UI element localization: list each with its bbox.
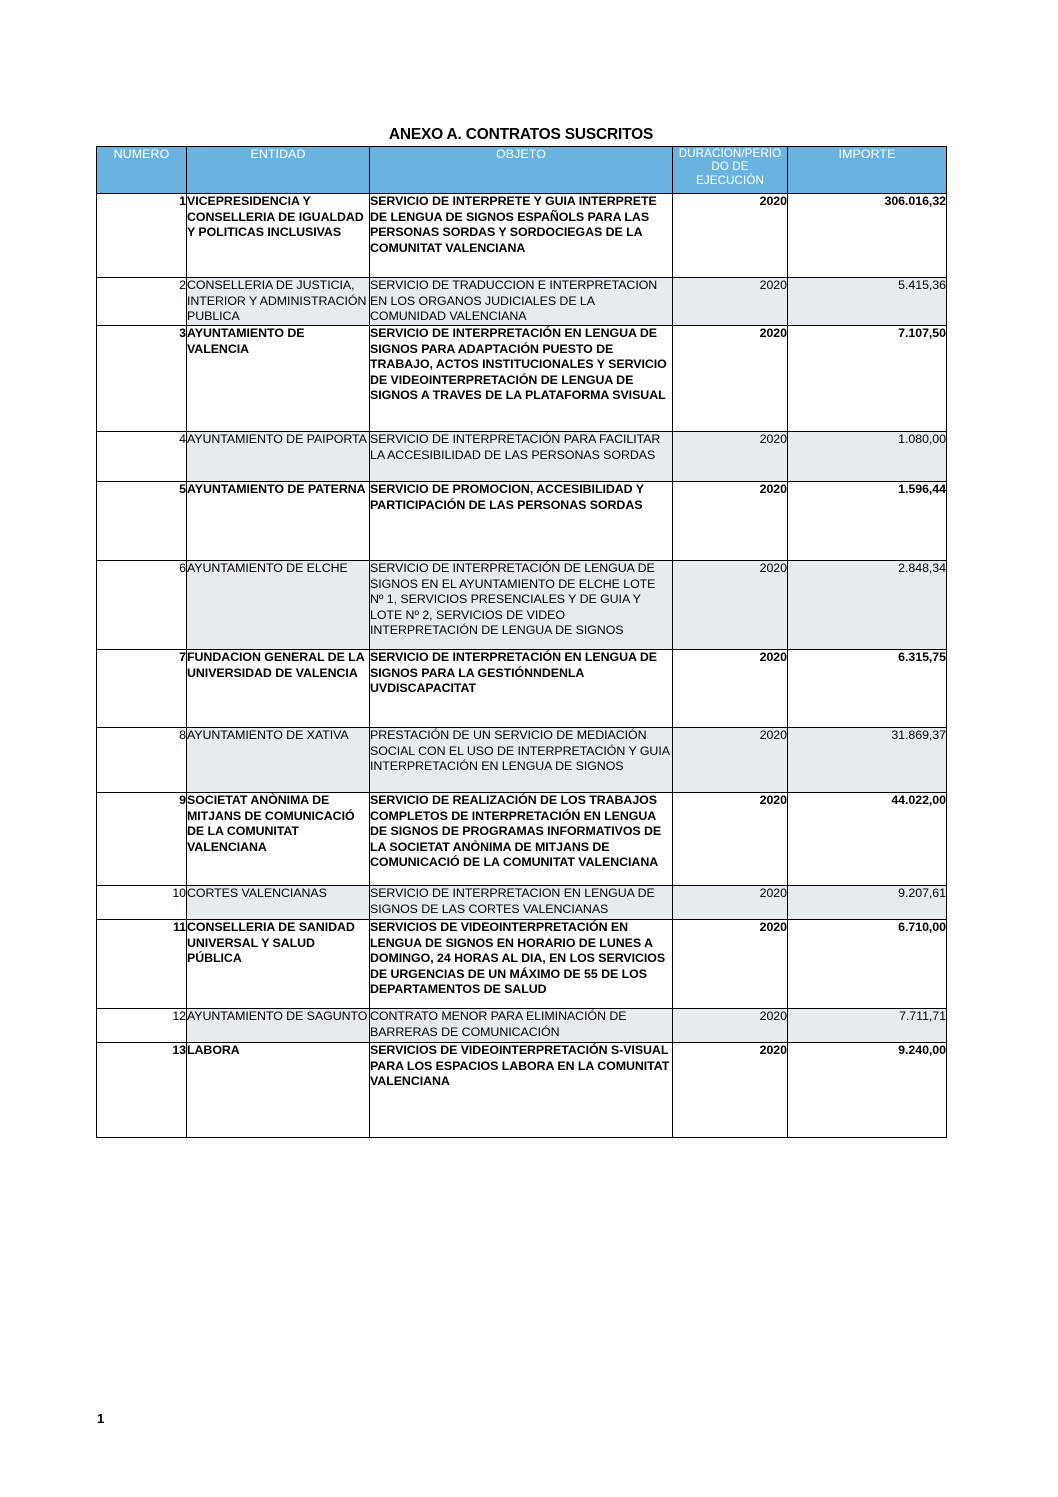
cell-objeto: SERVICIO DE INTERPRETACIÓN EN LENGUA DE SIGNOS PARA LA GESTIÓNNDENLA UVDISCAPACITAT — [370, 650, 673, 728]
duracion-label-line3: EJECUCIÓN — [696, 173, 764, 187]
cell-objeto: SERVICIO DE INTERPRETACION EN LENGUA DE SIGNOS DE LAS CORTES VALENCIANAS — [370, 886, 673, 920]
table-row — [97, 886, 947, 920]
cell-objeto: SERVICIO DE INTERPRETACIÓN DE LENGUA DE SIGNOS EN EL AYUNTAMIENTO DE ELCHE LOTE Nº 1, SERVICIOS PRESENCIALES Y DE GUIA Y LOTE Nº 2, SERVICIOS DE VIDEO INTERPRETACIÓN DE LENGUA DE SIGNOS — [370, 561, 673, 650]
cell-numero: 2 — [97, 278, 187, 326]
cell-duracion: 2020 — [673, 482, 788, 561]
cell-importe: 7.711,71 — [788, 1009, 947, 1043]
cell-duracion: 2020 — [673, 886, 788, 920]
cell-entidad: CONSELLERIA DE JUSTICIA, INTERIOR Y ADMINISTRACIÓN PUBLICA — [187, 278, 370, 326]
cell-objeto: SERVICIO DE INTERPRETACIÓN PARA FACILITAR LA ACCESIBILIDAD DE LAS PERSONAS SORDAS — [370, 432, 673, 482]
cell-duracion: 2020 — [673, 650, 788, 728]
cell-objeto: SERVICIO DE TRADUCCION E INTERPRETACION EN LOS ORGANOS JUDICIALES DE LA COMUNIDAD VALENCIANA — [370, 278, 673, 326]
column-header-entidad: ENTIDAD — [187, 147, 370, 194]
table-row — [97, 561, 947, 650]
cell-objeto: SERVICIOS DE VIDEOINTERPRETACIÓN S-VISUAL PARA LOS ESPACIOS LABORA EN LA COMUNITAT VALENCIANA — [370, 1043, 673, 1138]
duracion-label-line1: DURACION/PERIO — [678, 147, 782, 160]
cell-objeto: PRESTACIÓN DE UN SERVICIO DE MEDIACIÓN SOCIAL CON EL USO DE INTERPRETACIÓN Y GUIA INTERPRETACIÓN EN LENGUA DE SIGNOS — [370, 728, 673, 793]
cell-duracion: 2020 — [673, 561, 788, 650]
cell-numero: 12 — [97, 1009, 187, 1043]
header-row — [97, 147, 947, 194]
cell-importe: 44.022,00 — [788, 793, 947, 886]
cell-entidad: FUNDACION GENERAL DE LA UNIVERSIDAD DE VALENCIA — [187, 650, 370, 728]
page-number: 1 — [97, 1411, 105, 1426]
cell-importe: 2.848,34 — [788, 561, 947, 650]
cell-objeto: CONTRATO MENOR PARA ELIMINACIÓN DE BARRERAS DE COMUNICACIÓN — [370, 1009, 673, 1043]
table-body — [97, 194, 947, 1138]
cell-numero: 9 — [97, 793, 187, 886]
cell-objeto: SERVICIO DE INTERPRETE Y GUIA INTERPRETE DE LENGUA DE SIGNOS ESPAÑOLS PARA LAS PERSONAS SORDAS Y SORDOCIEGAS DE LA COMUNITAT VALENCIANA — [370, 194, 673, 278]
column-header-importe: IMPORTE — [788, 147, 947, 194]
cell-numero: 4 — [97, 432, 187, 482]
cell-numero: 13 — [97, 1043, 187, 1138]
column-header-objeto: OBJETO — [370, 147, 673, 194]
cell-duracion: 2020 — [673, 278, 788, 326]
cell-numero: 11 — [97, 920, 187, 1009]
cell-duracion: 2020 — [673, 920, 788, 1009]
cell-importe: 9.240,00 — [788, 1043, 947, 1138]
cell-entidad: AYUNTAMIENTO DE ELCHE — [187, 561, 370, 650]
cell-duracion: 2020 — [673, 1009, 788, 1043]
table-row — [97, 1009, 947, 1043]
page-title: ANEXO A. CONTRATOS SUSCRITOS — [388, 126, 654, 143]
cell-entidad: VICEPRESIDENCIA Y CONSELLERIA DE IGUALDAD Y POLITICAS INCLUSIVAS — [187, 194, 370, 278]
cell-entidad: AYUNTAMIENTO DE PATERNA — [187, 482, 370, 561]
cell-numero: 5 — [97, 482, 187, 561]
cell-importe: 6.710,00 — [788, 920, 947, 1009]
cell-numero: 7 — [97, 650, 187, 728]
cell-importe: 1.596,44 — [788, 482, 947, 561]
cell-duracion: 2020 — [673, 432, 788, 482]
cell-numero: 6 — [97, 561, 187, 650]
cell-entidad: AYUNTAMIENTO DE VALENCIA — [187, 326, 370, 432]
table-row — [97, 920, 947, 1009]
cell-entidad: CORTES VALENCIANAS — [187, 886, 370, 920]
cell-entidad: LABORA — [187, 1043, 370, 1138]
cell-duracion: 2020 — [673, 728, 788, 793]
column-header-numero: NUMERO — [97, 147, 187, 194]
cell-entidad: AYUNTAMIENTO DE XATIVA — [187, 728, 370, 793]
cell-entidad: CONSELLERIA DE SANIDAD UNIVERSAL Y SALUD PÚBLICA — [187, 920, 370, 1009]
table-header — [97, 147, 947, 194]
cell-importe: 7.107,50 — [788, 326, 947, 432]
cell-importe: 1.080,00 — [788, 432, 947, 482]
cell-objeto: SERVICIO DE INTERPRETACIÓN EN LENGUA DE SIGNOS PARA ADAPTACIÓN PUESTO DE TRABAJO, ACTOS INSTITUCIONALES Y SERVICIO DE VIDEOINTERPRETACIÓN DE LENGUA DE SIGNOS A TRAVES DE LA PLATAFORMA SVISUAL — [370, 326, 673, 432]
cell-objeto: SERVICIOS DE VIDEOINTERPRETACIÓN EN LENGUA DE SIGNOS EN HORARIO DE LUNES A DOMINGO, 24 HORAS AL DIA, EN LOS SERVICIOS DE URGENCIAS DE UN MÁXIMO DE 55 DE LOS DEPARTAMENTOS DE SALUD — [370, 920, 673, 1009]
cell-numero: 1 — [97, 194, 187, 278]
cell-importe: 31.869,37 — [788, 728, 947, 793]
table-row — [97, 793, 947, 886]
cell-entidad: AYUNTAMIENTO DE SAGUNTO — [187, 1009, 370, 1043]
table-row — [97, 1043, 947, 1138]
table-row — [97, 278, 947, 326]
cell-numero: 10 — [97, 886, 187, 920]
cell-duracion: 2020 — [673, 326, 788, 432]
cell-entidad: SOCIETAT ANÒNIMA DE MITJANS DE COMUNICACIÓ DE LA COMUNITAT VALENCIANA — [187, 793, 370, 886]
cell-duracion: 2020 — [673, 194, 788, 278]
cell-duracion: 2020 — [673, 793, 788, 886]
cell-importe: 306.016,32 — [788, 194, 947, 278]
table-row — [97, 728, 947, 793]
column-header-duracion — [673, 147, 788, 194]
cell-objeto: SERVICIO DE REALIZACIÓN DE LOS TRABAJOS COMPLETOS DE INTERPRETACIÓN EN LENGUA DE SIGNOS DE PROGRAMAS INFORMATIVOS DE LA SOCIETAT ANÒNIMA DE MITJANS DE COMUNICACIÓ DE LA COMUNITAT VALENCIANA — [370, 793, 673, 886]
table-row — [97, 482, 947, 561]
cell-numero: 8 — [97, 728, 187, 793]
cell-numero: 3 — [97, 326, 187, 432]
cell-importe: 5.415,36 — [788, 278, 947, 326]
cell-importe: 6.315,75 — [788, 650, 947, 728]
contracts-table — [96, 146, 947, 1138]
cell-entidad: AYUNTAMIENTO DE PAIPORTA — [187, 432, 370, 482]
cell-importe: 9.207,61 — [788, 886, 947, 920]
table-row — [97, 432, 947, 482]
table-row — [97, 194, 947, 278]
duracion-label-line2: DO DE — [711, 160, 749, 174]
table-row — [97, 650, 947, 728]
cell-duracion: 2020 — [673, 1043, 788, 1138]
cell-objeto: SERVICIO DE PROMOCION, ACCESIBILIDAD Y PARTICIPACIÓN DE LAS PERSONAS SORDAS — [370, 482, 673, 561]
table-row — [97, 326, 947, 432]
